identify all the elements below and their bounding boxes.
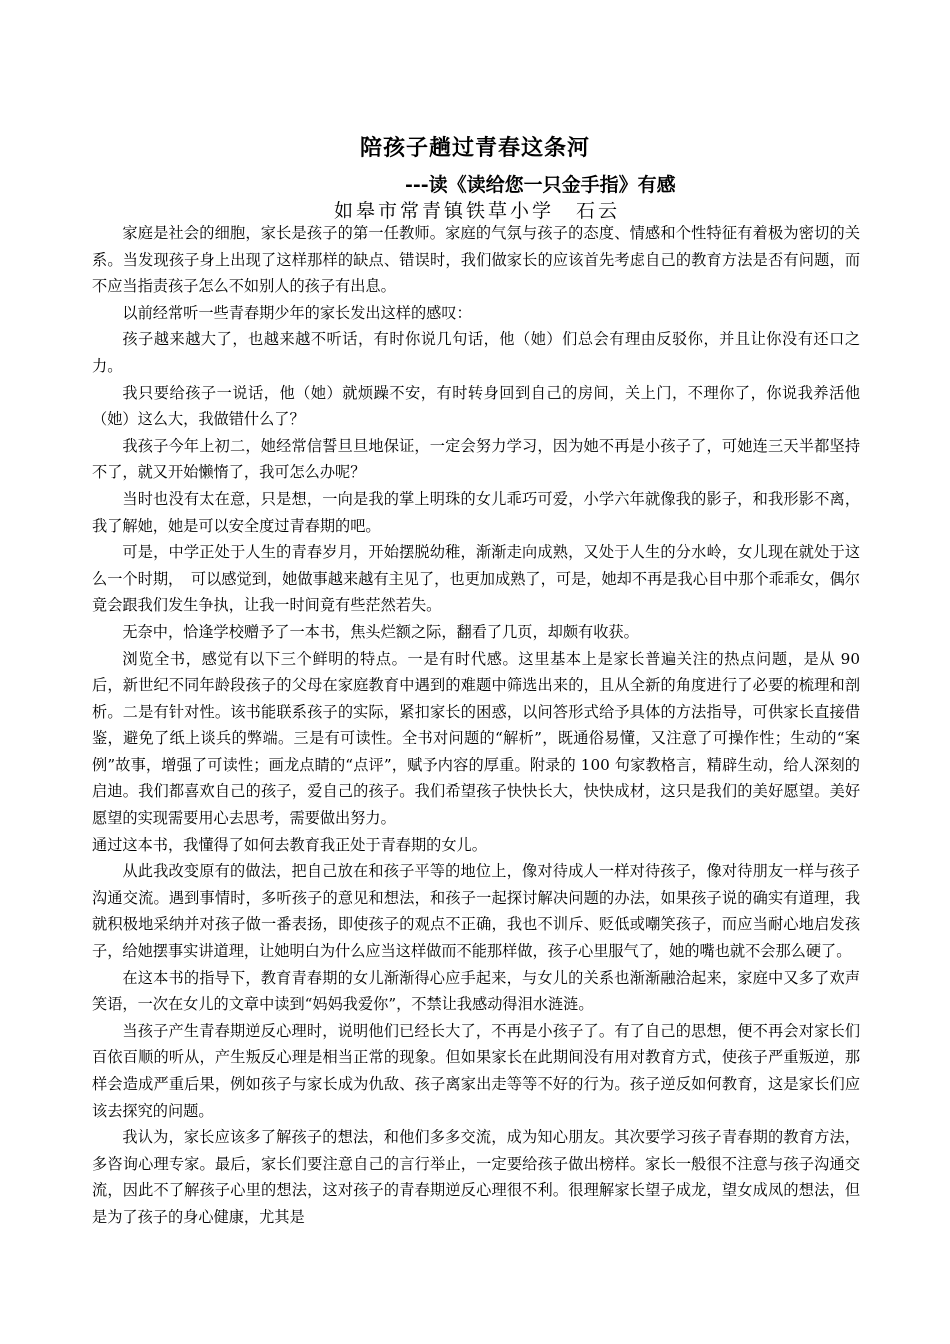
paragraph: 我只要给孩子一说话，他（她）就烦躁不安，有时转身回到自己的房间，关上门，不理你了，你说我养活他（她）这么大，我做错什么了？	[92, 383, 860, 429]
paragraph: 当孩子产生青春期逆反心理时，说明他们已经长大了，不再是小孩子了。有了自己的思想，便不再会对家长们百依百顺的听从，产生叛反心理是相当正常的现象。但如果家长在此期间没有用对教育方式，使孩子严重叛逆，那样会造成严重后果，例如孩子与家长成为仇敌、孩子离家出走等等不好的行为。孩子逆反如何教育，这是家长们应该去探究的问题。	[92, 1021, 860, 1120]
paragraph: 浏览全书，感觉有以下三个鲜明的特点。一是有时代感。这里基本上是家长普遍关注的热点问题，是从 90 后，新世纪不同年龄段孩子的父母在家庭教育中遇到的难题中筛选出来的，且从全新的角度进行了必要的梳理和剖析。二是有针对性。该书能联系孩子的实际，紧扣家长的困惑，以问答形式给予具体的方法指导，可供家长直接借鉴，避免了纸上谈兵的弊端。三是有可读性。全书对问题的“解析”，既通俗易懂，又注意了可操作性；生动的“案例”故事，增强了可读性；画龙点睛的“点评”，赋予内容的厚重。附录的 100 句家教格言，精辟生动，给人深刻的启迪。我们都喜欢自己的孩子，爱自己的孩子。我们希望孩子快快长大，快快成材，这只是我们的美好愿望。美好愿望的实现需要用心去思考，需要做出努力。	[92, 649, 860, 828]
document-subtitle: ---读《读给您一只金手指》有感	[405, 174, 676, 196]
paragraph: 无奈中，恰逢学校赠予了一本书，焦头烂额之际，翻看了几页，却颇有收获。	[122, 622, 639, 641]
paragraph: 通过这本书，我懂得了如何去教育我正处于青春期的女儿。	[92, 835, 487, 854]
paragraph: 我认为，家长应该多了解孩子的想法，和他们多多交流，成为知心朋友。其次要学习孩子青春期的教育方法，多咨询心理专家。最后，家长们要注意自己的言行举止，一定要给孩子做出榜样。家长一般很不注意与孩子沟通交流，因此不了解孩子心里的想法，这对孩子的青春期逆反心理很不利。很理解家长望子成龙，望女成凤的想法，但是为了孩子的身心健康，尤其是	[92, 1128, 860, 1226]
document-author: 如皋市常青镇铁草小学 石云	[333, 200, 620, 222]
paragraph: 从此我改变原有的做法，把自己放在和孩子平等的地位上，像对待成人一样对待孩子，像对待朋友一样与孩子沟通交流。遇到事情时，多听孩子的意见和想法，和孩子一起探讨解决问题的办法，如果孩子说的确实有道理，我就积极地采纳并对孩子做一番表扬，即使孩子的观点不正确，我也不训斥、贬低或嘲笑孩子，而应当耐心地启发孩子，给她摆事实讲道理，让她明白为什么应当这样做而不能那样做，孩子心里服气了，她的嘴也就不会那么硬了。	[92, 862, 860, 961]
paragraph: 在这本书的指导下，教育青春期的女儿渐渐得心应手起来，与女儿的关系也渐渐融洽起来，家庭中又多了欢声笑语，一次在女儿的文章中读到“妈妈我爱你”，不禁让我感动得泪水涟涟。	[92, 968, 860, 1014]
paragraph: 孩子越来越大了，也越来越不听话，有时你说几句话，他（她）们总会有理由反驳你，并且让你没有还口之力。	[92, 330, 860, 375]
paragraph: 家庭是社会的细胞，家长是孩子的第一任教师。家庭的气氛与孩子的态度、情感和个性特征有着极为密切的关系。当发现孩子身上出现了这样那样的缺点、错误时，我们做家长的应该首先考虑自己的教育方法是否有问题，而不应当指责孩子怎么不如别人的孩子有出息。	[92, 224, 860, 296]
document-title: 陪孩子趟过青春这条河	[359, 135, 590, 161]
paragraph: 可是，中学正处于人生的青春岁月，开始摆脱幼稚，渐渐走向成熟，又处于人生的分水岭，女儿现在就处于这么一个时期， 可以感觉到，她做事越来越有主见了，也更加成熟了，可是，她却不再是我心目中那个乖乖女，偶尔竟会跟我们发生争执，让我一时间竟有些茫然若失。	[92, 543, 860, 615]
paragraph: 我孩子今年上初二，她经常信誓旦旦地保证，一定会努力学习，因为她不再是小孩子了，可她连三天半都坚持不了，就又开始懒惰了，我可怎么办呢？	[92, 436, 860, 482]
paragraph: 以前经常听一些青春期少年的家长发出这样的感叹：	[122, 303, 472, 322]
document-body	[92, 220, 860, 1231]
paragraph: 当时也没有太在意，只是想，一向是我的掌上明珠的女儿乖巧可爱，小学六年就像我的影子，和我形影不离，我了解她，她是可以安全度过青春期的吧。	[92, 489, 860, 535]
